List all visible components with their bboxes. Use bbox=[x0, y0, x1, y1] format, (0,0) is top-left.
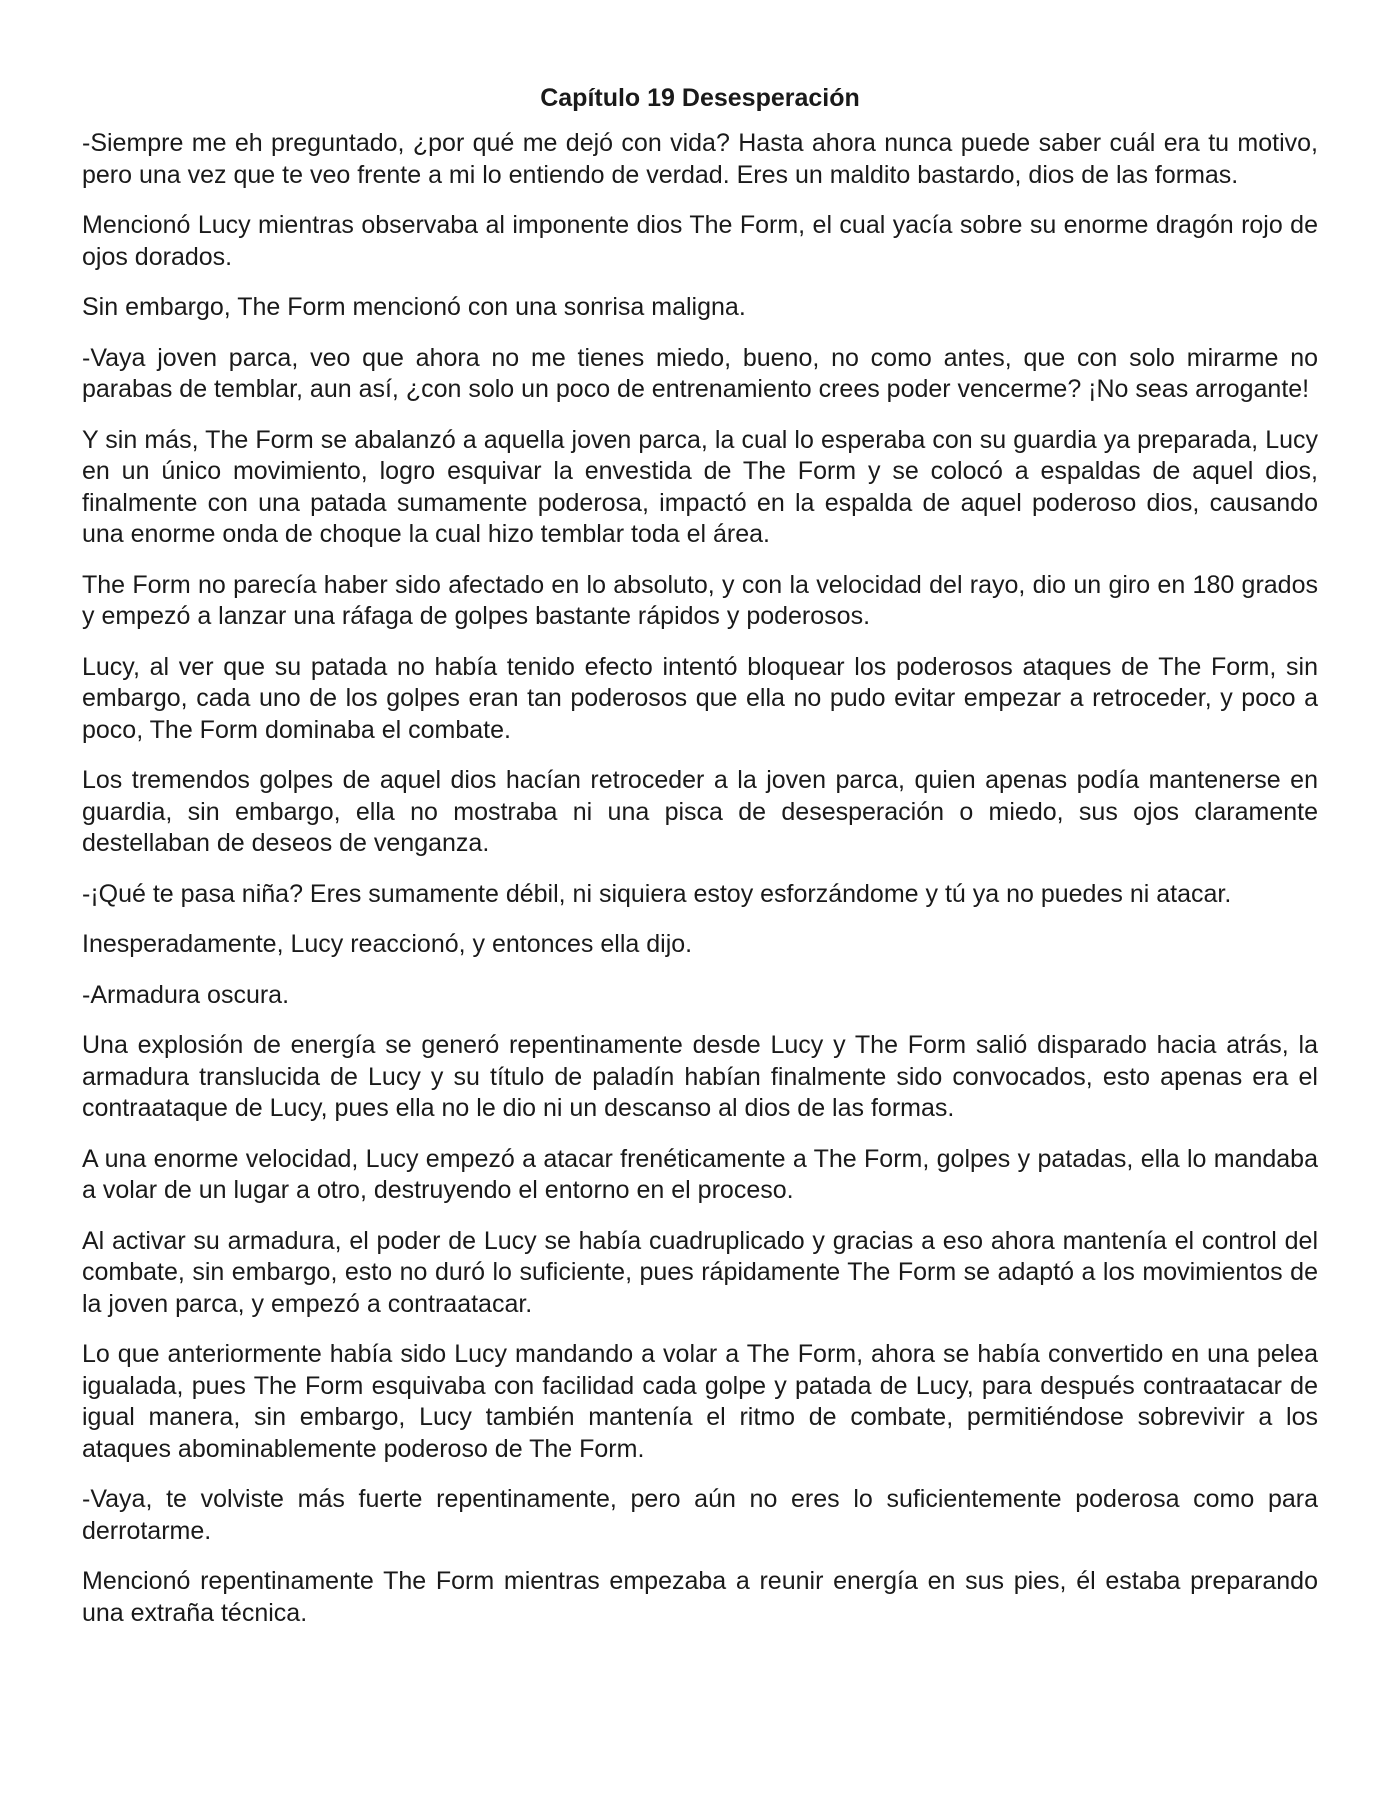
paragraph-13: A una enorme velocidad, Lucy empezó a atacar frenéticamente a The Form, golpes y patadas, ella lo mandaba a volar de un lugar a otro, destruyendo el entorno en el proceso. bbox=[82, 1144, 1318, 1204]
document-page bbox=[82, 82, 1318, 1648]
paragraph-7: Lucy, al ver que su patada no había tenido efecto intentó bloquear los poderosos ataques de The Form, sin embargo, cada uno de los golpes eran tan poderosos que ella no pudo evitar empezar a retroceder, y poco a poco, The Form dominaba el combate. bbox=[82, 652, 1318, 744]
paragraph-8: Los tremendos golpes de aquel dios hacían retroceder a la joven parca, quien apenas podía mantenerse en guardia, sin embargo, ella no mostraba ni una pisca de desesperación o miedo, sus ojos claramente destellaban de deseos de venganza. bbox=[82, 766, 1318, 857]
paragraph-1: -Siempre me eh preguntado, ¿por qué me dejó con vida? Hasta ahora nunca puede saber cuál era tu motivo, pero una vez que te veo frente a mi lo entiendo de verdad. Eres un maldito bastardo, dios de las formas. bbox=[82, 129, 1318, 189]
paragraph-10: Inesperadamente, Lucy reaccionó, y entonces ella dijo. bbox=[82, 930, 693, 958]
paragraph-4: -Vaya joven parca, veo que ahora no me tienes miedo, bueno, no como antes, que con solo mirarme no parabas de temblar, aun así, ¿con solo un poco de entrenamiento crees poder vencerme? ¡No seas arrogante! bbox=[82, 343, 1318, 403]
chapter-title: Capítulo 19 Desesperación bbox=[540, 84, 860, 112]
paragraph-5: Y sin más, The Form se abalanzó a aquella joven parca, la cual lo esperaba con su guardia ya preparada, Lucy en un único movimiento, logro esquivar la envestida de The Form y se colocó a espaldas de aquel dios, finalmente con una patada sumamente poderosa, impactó en la espalda de aquel poderoso dios, causando una enorme onda de choque la cual hizo temblar toda el área. bbox=[82, 425, 1318, 548]
paragraph-9: -¡Qué te pasa niña? Eres sumamente débil, ni siquiera estoy esforzándome y tú ya no puedes ni atacar. bbox=[82, 879, 1232, 908]
paragraph-15: Lo que anteriormente había sido Lucy mandando a volar a The Form, ahora se había convertido en una pelea igualada, pues The Form esquivaba con facilidad cada golpe y patada de Lucy, para después contraatacar de igual manera, sin embargo, Lucy también mantenía el ritmo de combate, permitiéndose sobrevivir a los ataques abominablemente poderoso de The Form. bbox=[82, 1340, 1318, 1463]
paragraph-11: -Armadura oscura. bbox=[82, 980, 290, 1009]
paragraph-16: -Vaya, te volviste más fuerte repentinamente, pero aún no eres lo suficientemente poderosa como para derrotarme. bbox=[82, 1485, 1318, 1545]
paragraph-3: Sin embargo, The Form mencionó con una sonrisa maligna. bbox=[82, 293, 746, 321]
paragraph-2: Mencionó Lucy mientras observaba al imponente dios The Form, el cual yacía sobre su enorme dragón rojo de ojos dorados. bbox=[82, 211, 1318, 271]
paragraph-12: Una explosión de energía se generó repentinamente desde Lucy y The Form salió disparado hacia atrás, la armadura translucida de Lucy y su título de paladín habían finalmente sido convocados, esto apenas era el contraataque de Lucy, pues ella no le dio ni un descanso al dios de las formas. bbox=[82, 1031, 1318, 1122]
paragraph-6: The Form no parecía haber sido afectado en lo absoluto, y con la velocidad del rayo, dio un giro en 180 grados y empezó a lanzar una ráfaga de golpes bastante rápidos y poderosos. bbox=[82, 570, 1318, 630]
paragraph-17: Mencionó repentinamente The Form mientras empezaba a reunir energía en sus pies, él estaba preparando una extraña técnica. bbox=[82, 1567, 1318, 1627]
paragraph-14: Al activar su armadura, el poder de Lucy se había cuadruplicado y gracias a eso ahora mantenía el control del combate, sin embargo, esto no duró lo suficiente, pues rápidamente The Form se adaptó a los movimientos de la joven parca, y empezó a contraatacar. bbox=[82, 1226, 1318, 1318]
